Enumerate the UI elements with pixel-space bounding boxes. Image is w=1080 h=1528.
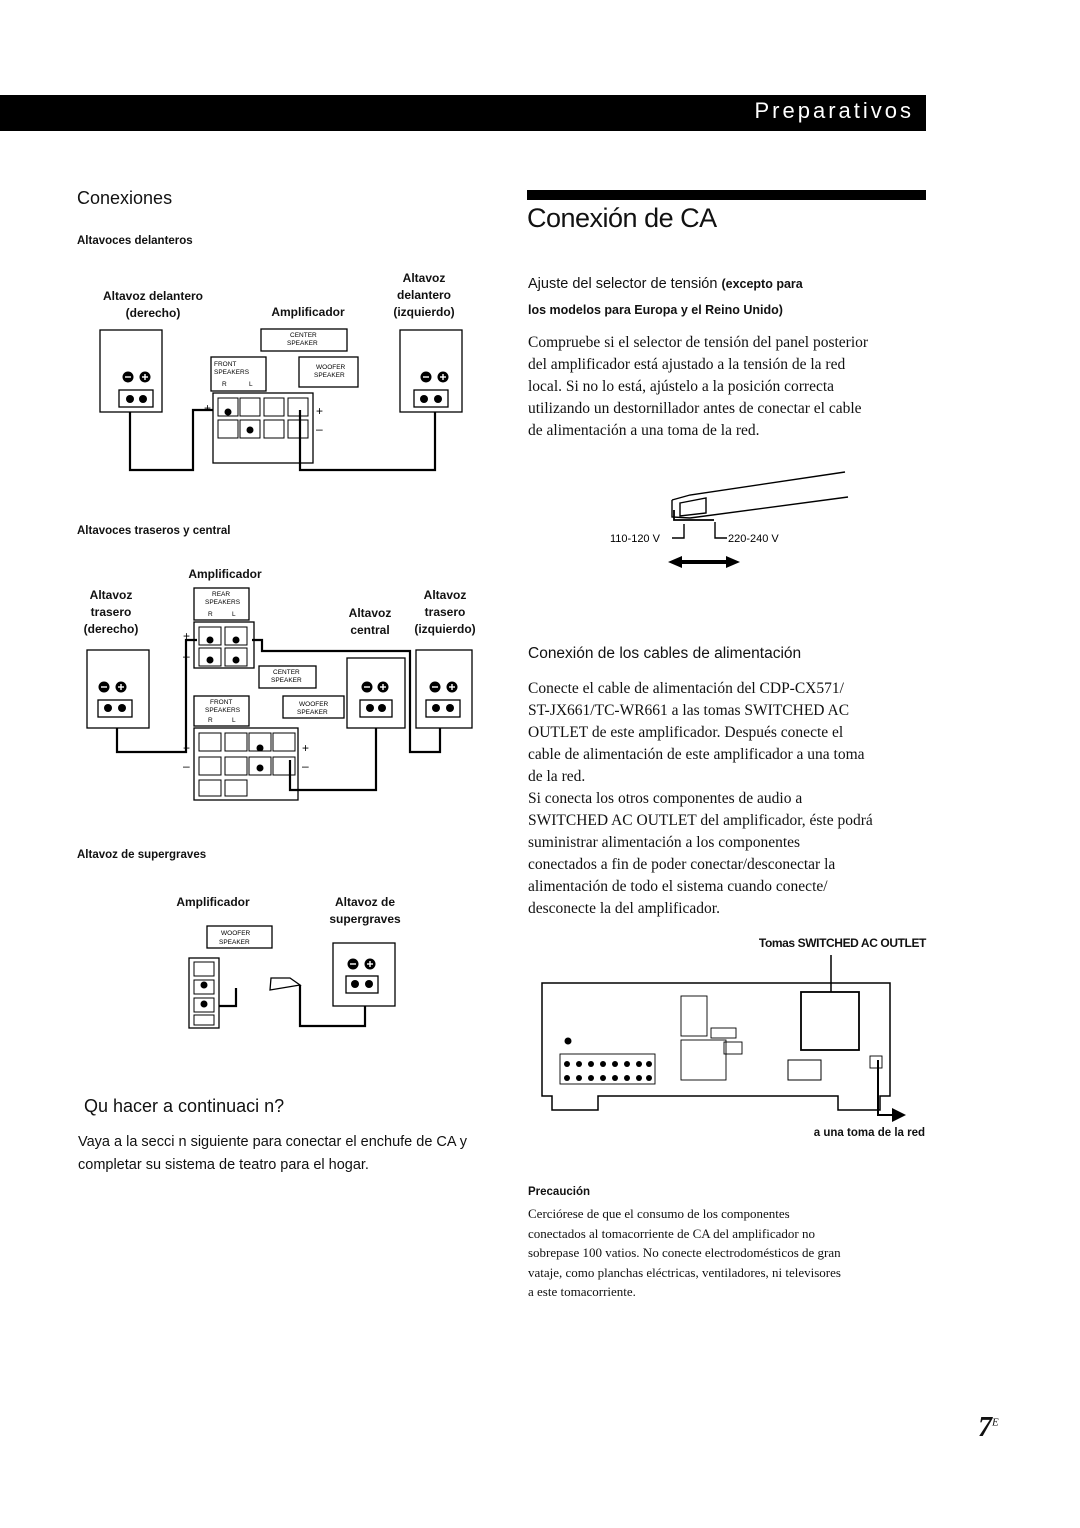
svg-text:SPEAKER: SPEAKER [219,939,250,946]
svg-text:SPEAKERS: SPEAKERS [205,707,241,714]
switched-outlet-label: Tomas SWITCHED AC OUTLET [758,936,926,950]
front-right-speaker-label: Altavoz delantero (derecho) [102,289,204,320]
svg-text:SPEAKER: SPEAKER [297,709,328,716]
front-amplifier-label: Amplificador [271,305,345,319]
svg-text:CENTER: CENTER [273,669,300,676]
front-speakers-subtitle: Altavoces delanteros [77,235,193,247]
front-left-speaker-label: Altavoz delantero (izquierdo) [393,271,455,319]
svg-text:SPEAKERS: SPEAKERS [214,369,250,376]
svg-text:R: R [208,717,213,724]
ac-connection-title: Conexión de CA [527,203,717,233]
rear-amplifier-label: Amplificador [188,567,262,581]
rear-right-speaker-label: Altavoz trasero (derecho) [83,588,139,636]
section-title: Preparativos [754,98,914,123]
mains-outlet-label: a una toma de la red [813,1127,925,1139]
svg-text:–: – [183,759,190,773]
caution-title: Precaución [528,1186,590,1198]
center-speaker-label: Altavoz central [348,606,392,637]
svg-text:WOOFER: WOOFER [221,930,251,937]
svg-text:+: + [204,401,212,415]
connections-title: Conexiones [77,188,173,208]
svg-text:L: L [249,381,253,388]
power-cables-heading: Conexión de los cables de alimentación [528,645,802,662]
rear-speakers-subtitle: Altavoces traseros y central [77,525,231,537]
next-steps-body: Vaya a la secci n siguiente para conectar el enchufe de CA y completar su sistema de teatro para el hogar. [78,1134,468,1173]
svg-text:L: L [232,611,236,618]
subwoofer-speaker-label: Altavoz de supergraves [329,895,401,926]
power-cables-body: Conecte el cable de alimentación del CDP-CX571/ ST-JX661/TC-WR661 a las tomas SWITCHED AC OUTLET de este amplificador. Después conecte el cable de alimentación de este amplificador a una toma de la red. Si conecta los otros componentes de audio a SWITCHED AC OUTLET del amplificador, éste podrá suministrar alimentación a los componentes conectados a fin de poder conectar/desconectar la alimentación de todo el sistema cuando conecte/ desconecte la del amplificador. [528,680,873,917]
svg-text:+: + [302,741,310,755]
svg-text:–: – [302,759,309,773]
voltage-low-label: 110-120 V [610,533,660,545]
voltage-body: Compruebe si el selector de tensión del panel posterior del amplificador está ajustado a la tensión de la red local. Si no lo está, ajústelo a la posición correcta utilizando un destornillador antes de conectar el cable de alimentación a una toma de la red. [528,334,869,439]
svg-text:SPEAKER: SPEAKER [271,677,302,684]
svg-text:FRONT: FRONT [210,699,233,706]
subwoofer-amplifier-label: Amplificador [176,895,250,909]
next-steps-title: Qu hacer a continuaci n? [84,1096,285,1116]
svg-text:CENTER: CENTER [290,332,317,339]
svg-text:REAR: REAR [212,591,231,598]
svg-text:–: – [183,649,190,663]
svg-text:SPEAKER: SPEAKER [287,340,318,347]
voltage-heading-line2: los modelos para Europa y el Reino Unido) [528,303,783,317]
svg-text:WOOFER: WOOFER [299,701,329,708]
svg-text:+: + [183,741,191,755]
subwoofer-subtitle: Altavoz de supergraves [77,849,207,861]
svg-text:WOOFER: WOOFER [316,364,346,371]
svg-text:+: + [183,629,191,643]
svg-text:–: – [316,422,323,436]
page-number: $7^E$ [978,1412,999,1443]
voltage-high-label: 220-240 V [728,533,779,545]
voltage-heading: Ajuste del selector de tensión (excepto para [528,276,803,292]
svg-text:R: R [222,381,227,388]
caution-body: Cerciórese de que el consumo de los componentes conectados al tomacorriente de CA del amplificador no sobrepase 100 vatios. No conecte electrodomésticos de gran vataje, como planchas eléctricas, ventiladores, ni televisores a este tomacorriente. [528,1206,841,1299]
svg-text:FRONT: FRONT [214,361,237,368]
rear-left-speaker-label: Altavoz trasero (izquierdo) [414,588,476,636]
svg-text:L: L [232,717,236,724]
svg-text:+: + [316,404,324,418]
svg-text:R: R [208,611,213,618]
svg-text:SPEAKERS: SPEAKERS [205,599,241,606]
svg-text:SPEAKER: SPEAKER [314,372,345,379]
